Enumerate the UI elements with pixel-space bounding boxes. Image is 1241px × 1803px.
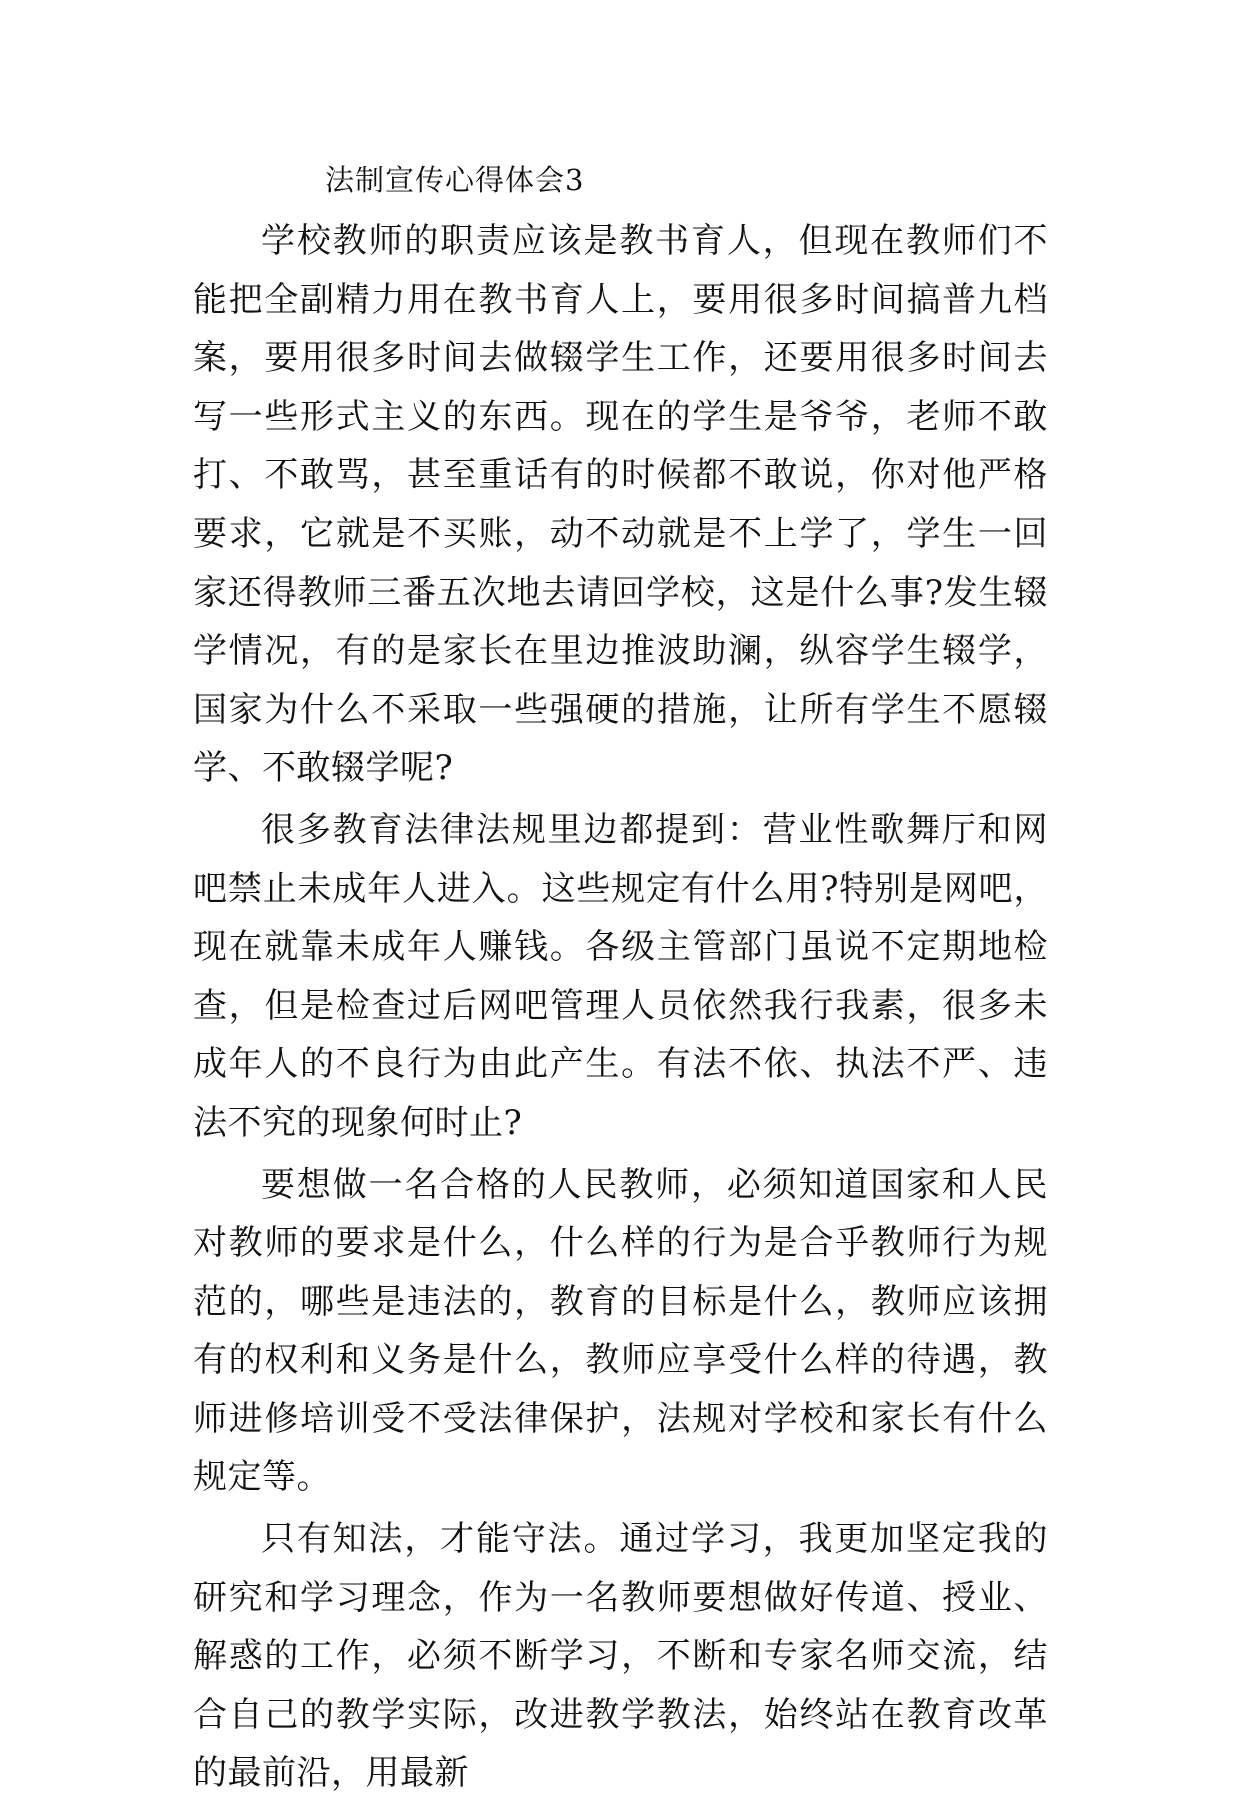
document-body — [193, 212, 1048, 1803]
paragraph-1: 学校教师的职责应该是教书育人，但现在教师们不能把全副精力用在教书育人上，要用很多时间搞普九档案，要用很多时间去做辍学生工作，还要用很多时间去写一些形式主义的东西。现在的学生是爷爷，老师不敢打、不敢骂，甚至重话有的时候都不敢说，你对他严格要求，它就是不买账，动不动就是不上学了，学生一回家还得教师三番五次地去请回学校，这是什么事?发生辍学情况，有的是家长在里边推波助澜，纵容学生辍学，国家为什么不采取一些强硬的措施，让所有学生不愿辍学、不敢辍学呢? — [193, 221, 1048, 789]
paragraph-4: 只有知法，才能守法。通过学习，我更加坚定我的研究和学习理念，作为一名教师要想做好传道、授业、解惑的工作，必须不断学习，不断和专家名师交流，结合自己的教学实际，改进教学教法，始终站在教育改革的最前沿，用最新 — [193, 1519, 1048, 1794]
paragraph-2: 很多教育法律法规里边都提到：营业性歌舞厅和网吧禁止未成年人进入。这些规定有什么用?特别是网吧，现在就靠未成年人赚钱。各级主管部门虽说不定期地检查，但是检查过后网吧管理人员依然我行我素，很多未成年人的不良行为由此产生。有法不依、执法不严、违法不究的现象何时止? — [193, 809, 1048, 1143]
paragraph-3: 要想做一名合格的人民教师，必须知道国家和人民对教师的要求是什么，什么样的行为是合乎教师行为规范的，哪些是违法的，教育的目标是什么，教师应该拥有的权利和义务是什么，教师应享受什么样的待遇，教师进修培训受不受法律保护，法规对学校和家长有什么规定等。 — [193, 1164, 1048, 1498]
document-title: 法制宣传心得体会3 — [325, 163, 585, 197]
